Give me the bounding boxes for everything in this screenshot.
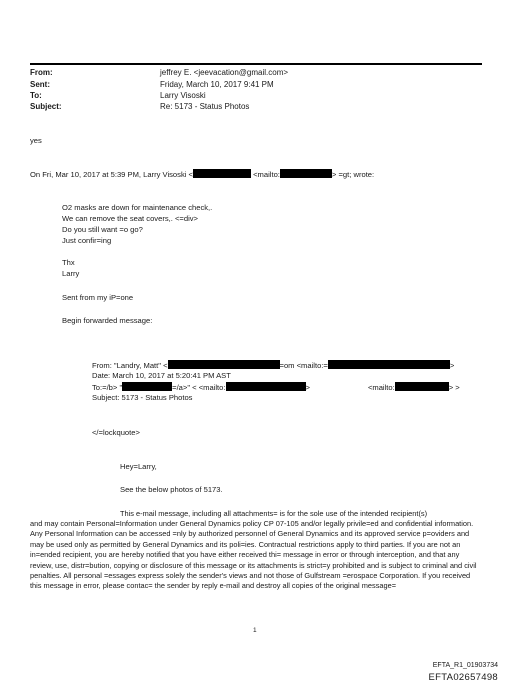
footer-id-small: EFTA_R1_01903734: [432, 662, 498, 669]
quote-intro-part-a: On Fri, Mar 10, 2017 at 5:39 PM, Larry Visoski <: [30, 170, 193, 179]
sent-label: Sent:: [30, 80, 50, 89]
sent-from-text: Sent from my iP=one: [62, 293, 134, 302]
redaction-box: [122, 382, 172, 391]
quote-intro-part-b: <mailto:: [253, 170, 280, 179]
begin-forwarded-text: Begin forwarded message:: [62, 316, 153, 325]
redaction-box: [395, 382, 449, 391]
redaction-box: [226, 382, 306, 391]
to-label: To:: [30, 91, 42, 100]
quote-intro-line: [30, 169, 374, 180]
subject-label: Subject:: [30, 102, 62, 111]
redaction-box: [168, 360, 280, 369]
quoted-line: Just confir=ing: [62, 236, 112, 245]
quoted-line: We can remove the seat covers,. <=div>: [62, 214, 198, 223]
greeting-text: Hey=Larry,: [120, 462, 157, 471]
forwarded-subject-line: Subject: 5173 - Status Photos: [92, 393, 193, 402]
from-value: jeffrey E. <jeevacation@gmail.com>: [160, 68, 289, 77]
fwd-to-part-a: To:=/b> ": [92, 383, 123, 392]
page-number: 1: [253, 627, 257, 634]
disclaimer-first-line: This e-mail message, including all attachments= is for the sole use of the intended recipient(s): [120, 509, 428, 518]
redaction-box: [328, 360, 450, 369]
redaction-box: [193, 169, 251, 178]
quote-intro-part-c: > =gt; wrote:: [331, 170, 375, 179]
sent-value: Friday, March 10, 2017 9:41 PM: [160, 80, 274, 89]
thx-text: Thx: [62, 258, 75, 267]
see-photos-text: See the below photos of 5173.: [120, 485, 223, 494]
quoted-line: O2 masks are down for maintenance check,.: [62, 203, 213, 212]
fwd-to-part-e: > >: [448, 383, 460, 392]
fwd-to-part-c: >: [305, 383, 310, 392]
from-label: From:: [30, 68, 53, 77]
quoted-line: Do you still want =o go?: [62, 225, 143, 234]
redaction-box: [280, 169, 332, 178]
signature-text: Larry: [62, 269, 80, 278]
fwd-from-part-a: From: "Landry, Matt" <: [92, 361, 168, 370]
footer-id-large: EFTA02657498: [428, 672, 498, 683]
forwarded-date-line: Date: March 10, 2017 at 5:20:41 PM AST: [92, 371, 231, 380]
fwd-to-part-b: =/a>" < <mailto:: [172, 383, 226, 392]
subject-value: Re: 5173 - Status Photos: [160, 102, 250, 111]
disclaimer-paragraph: and may contain Personal=Information under General Dynamics policy CP 07-105 and/or legally privile=ed and confidential information. Any Personal Information can be accessed =nly by authorized personnel of General Dynamics and its approved service p=oviders and may be used only as permitted by General Dynamics and its poli=ies. Contractual restrictions apply to third parties. If you are not an in=ended recipient, you are hereby notified that you have either received thi= message in error or through interception, and that any review, use, distr=bution, copying or disclosure of this message or its attachments is strict=y prohibited and is subject to criminal and civil penalties. All personal =essages express solely the sender's views and not those of Gulfstream =erospace Corporation. If you received this message in error, please contac= the sender by reply e-mail and destroy all copies of the original message=: [30, 519, 477, 591]
reply-text: yes: [30, 136, 42, 145]
to-value: Larry Visoski: [160, 91, 206, 100]
forwarded-to-line: [92, 382, 460, 393]
blockquote-end-text: </=lockquote>: [92, 428, 140, 437]
fwd-from-part-c: >: [449, 361, 455, 370]
fwd-to-part-d: <mailto:: [367, 383, 395, 392]
fwd-from-part-b: =om <mailto:=: [279, 361, 328, 370]
forwarded-from-line: [92, 360, 454, 371]
header-rule: [30, 63, 482, 65]
